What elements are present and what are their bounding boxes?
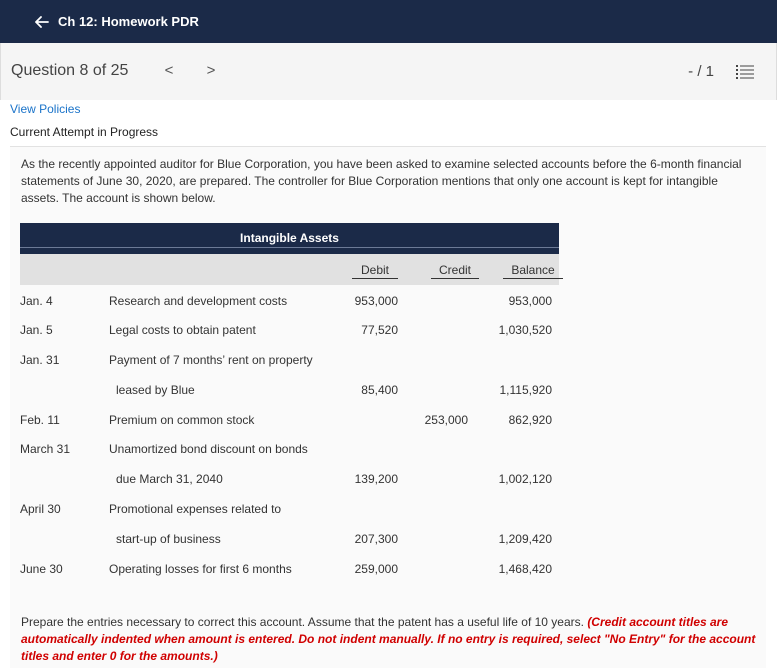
view-policies-link[interactable]: View Policies <box>10 102 81 116</box>
row-date: March 31 <box>20 442 71 456</box>
row-description: leased by Blue <box>116 383 195 397</box>
assignment-title: Ch 12: Homework PDR <box>58 14 199 29</box>
header-divider <box>20 247 559 248</box>
row-balance: 953,000 <box>508 294 552 308</box>
row-balance: 1,209,420 <box>498 532 552 546</box>
column-header-balance: Balance <box>503 263 563 279</box>
back-button[interactable] <box>28 8 56 36</box>
arrow-left-icon <box>35 16 49 28</box>
row-balance: 1,002,120 <box>498 472 552 486</box>
row-description: Research and development costs <box>109 294 288 308</box>
row-date: Jan. 4 <box>20 294 53 308</box>
row-date: June 30 <box>20 562 63 576</box>
row-credit: 253,000 <box>424 413 468 427</box>
instructions-warning: (Credit account titles are automatically indented when amount is entered. Do not indent manually. If no entry is required, select "No Entry" for the account titles and enter 0 for the amounts.) <box>21 615 756 663</box>
top-bar <box>0 0 777 43</box>
question-counter: Question 8 of 25 <box>11 62 129 79</box>
question-content <box>10 146 766 668</box>
row-debit: 953,000 <box>354 294 398 308</box>
table-header <box>20 223 559 254</box>
row-balance: 1,030,520 <box>498 323 552 337</box>
row-date: Feb. 11 <box>20 413 60 427</box>
question-intro: As the recently appointed auditor for Blue Corporation, you have been asked to examine selected accounts before the 6-month financial statements of June 30, 2020, are prepared. The controller for Blue Corporation mentions that only one account is kept for intangible assets. The account is shown below. <box>21 157 742 205</box>
row-description: Premium on common stock <box>109 413 255 427</box>
row-description: due March 31, 2040 <box>116 472 223 486</box>
row-description: Legal costs to obtain patent <box>109 323 256 337</box>
row-description: Payment of 7 months’ rent on property <box>109 353 313 367</box>
list-icon[interactable] <box>736 63 754 81</box>
instructions-text: Prepare the entries necessary to correct this account. Assume that the patent has a useful life of 10 years. <box>21 615 588 629</box>
next-question-button[interactable]: > <box>206 62 216 79</box>
row-date: April 30 <box>20 502 61 516</box>
row-description: start-up of business <box>116 532 221 546</box>
row-balance: 1,468,420 <box>498 562 552 576</box>
question-nav-bar <box>0 43 777 100</box>
question-score: - / 1 <box>688 63 714 80</box>
previous-question-button[interactable]: < <box>164 62 174 79</box>
row-description: Unamortized bond discount on bonds <box>109 442 308 456</box>
row-description: Promotional expenses related to <box>109 502 282 516</box>
row-balance: 1,115,920 <box>499 383 552 397</box>
table-column-headers <box>20 254 559 285</box>
row-balance: 862,920 <box>508 413 552 427</box>
row-debit: 139,200 <box>354 472 398 486</box>
row-debit: 85,400 <box>361 383 398 397</box>
attempt-status: Current Attempt in Progress <box>10 125 159 139</box>
instructions <box>21 614 756 665</box>
row-date: Jan. 5 <box>20 323 53 337</box>
column-header-debit: Debit <box>352 263 398 279</box>
row-debit: 77,520 <box>361 323 398 337</box>
row-debit: 259,000 <box>354 562 398 576</box>
table-title: Intangible Assets <box>240 231 339 245</box>
row-debit: 207,300 <box>354 532 398 546</box>
row-date: Jan. 31 <box>20 353 60 367</box>
column-header-credit: Credit <box>431 263 479 279</box>
row-description: Operating losses for first 6 months <box>109 562 292 576</box>
